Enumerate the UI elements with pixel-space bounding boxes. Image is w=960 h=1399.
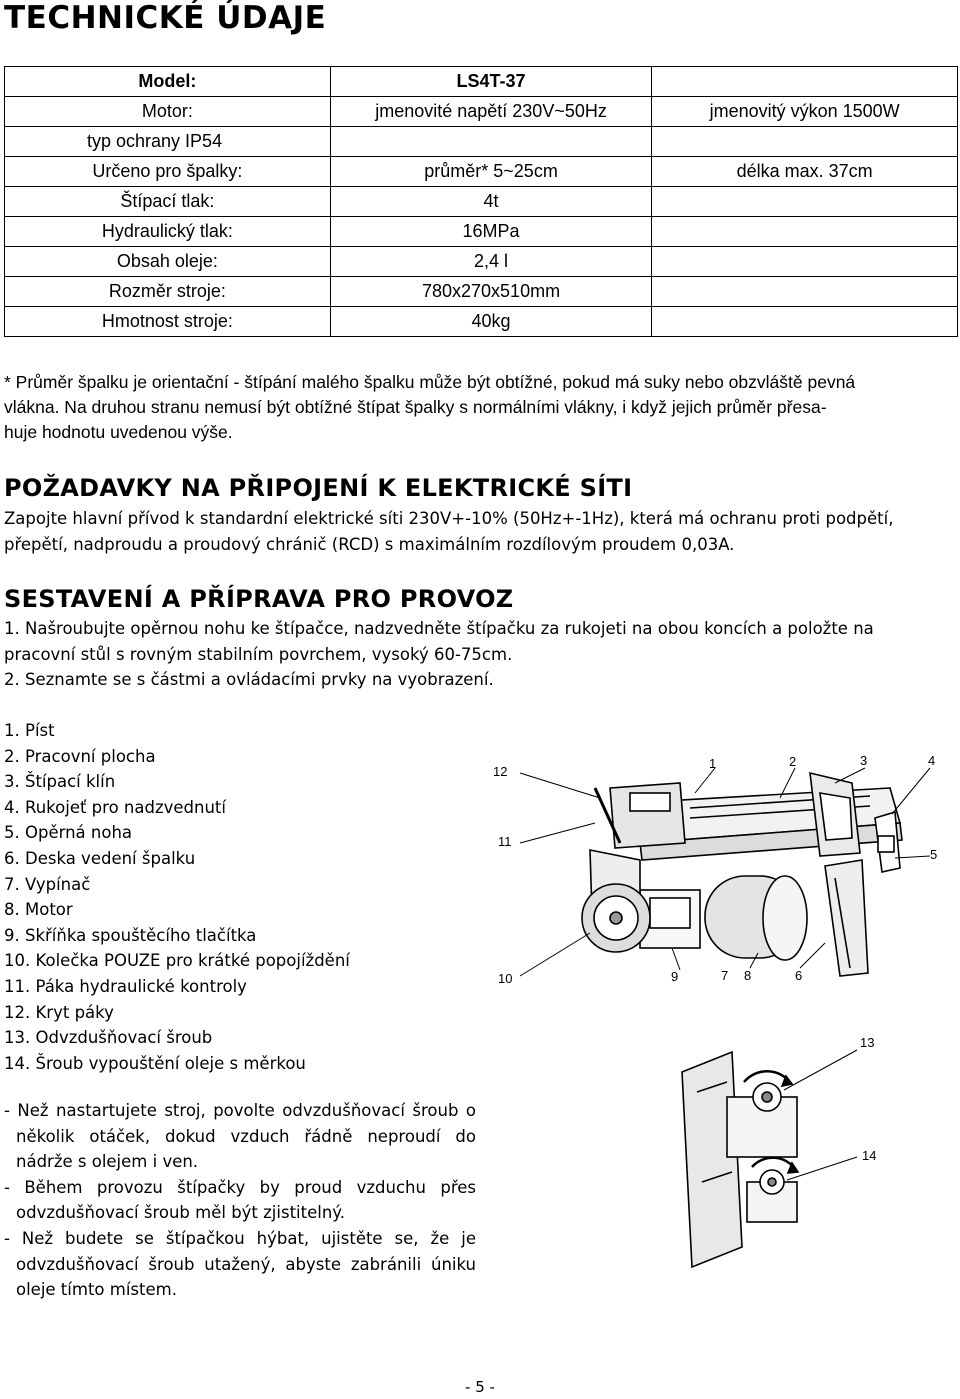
callout-label: 5 — [930, 847, 938, 862]
spec-value: 40kg — [330, 307, 652, 337]
list-item: 3. Štípací klín — [4, 772, 116, 792]
list-item: 4. Rukojeť pro nadzvednutí — [4, 797, 226, 817]
spec-value: průměr* 5~25cm — [330, 157, 652, 187]
text-line: 1. Našroubujte opěrnou nohu ke štípačce, nadzvedněte štípačku za rukojeti na obou koncích a položte na — [4, 619, 874, 638]
list-item: 10. Kolečka POUZE pro krátké popojíždění — [4, 951, 350, 971]
bleed-screw-detail-diagram — [672, 1032, 892, 1272]
page-number: - 5 - — [465, 1378, 495, 1396]
callout-label: 12 — [493, 764, 508, 779]
spec-value: jmenovitý výkon 1500W — [652, 97, 958, 127]
text-line: přepětí, nadproudu a proudový chránič (RCD) s maximálním rozdílovým proudem 0,03A. — [4, 534, 735, 554]
table-row — [5, 247, 958, 277]
spec-label: Určeno pro špalky: — [5, 157, 331, 187]
spec-value: 16MPa — [330, 217, 652, 247]
callout-label: 7 — [721, 968, 729, 983]
text-line: 2. Seznamte se s částmi a ovládacími prvky na vyobrazení. — [4, 670, 494, 689]
parts-list — [4, 718, 350, 1076]
callout-label: 2 — [789, 754, 797, 769]
log-splitter-diagram — [490, 748, 950, 998]
callout-label: 6 — [795, 968, 803, 983]
callout-label: 14 — [862, 1148, 877, 1163]
spec-value: 780x270x510mm — [330, 277, 652, 307]
list-item: 1. Píst — [4, 721, 55, 740]
list-item: 5. Opěrná noha — [4, 823, 133, 843]
list-item: 13. Odvzdušňovací šroub — [4, 1028, 213, 1048]
spec-label: typ ochrany IP54 — [5, 127, 331, 157]
table-row — [5, 217, 958, 247]
callout-label: 1 — [709, 756, 717, 771]
list-item: 11. Páka hydraulické kontroly — [4, 976, 247, 996]
spec-value: délka max. 37cm — [652, 157, 958, 187]
text-line: Zapojte hlavní přívod k standardní elektrické síti 230V+-10% (50Hz+-1Hz), která má ochranu proti podpětí, — [4, 509, 894, 528]
callout-label: 9 — [671, 969, 679, 984]
table-row — [5, 97, 958, 127]
section-body-assembly — [4, 616, 960, 693]
list-item: 8. Motor — [4, 900, 73, 920]
spec-value: 4t — [330, 187, 652, 217]
spec-label: Model: — [5, 67, 331, 97]
section-heading-power: POŽADAVKY NA PŘIPOJENÍ K ELEKTRICKÉ SÍTI — [4, 474, 633, 502]
footnote — [4, 370, 958, 445]
callout-label: 13 — [860, 1035, 875, 1050]
page-title: TECHNICKÉ ÚDAJE — [4, 0, 327, 36]
spec-label: Motor: — [5, 97, 331, 127]
spec-value: 2,4 l — [330, 247, 652, 277]
callout-label: 11 — [498, 834, 512, 849]
spec-label: Hydraulický tlak: — [5, 217, 331, 247]
table-row — [5, 277, 958, 307]
footnote-line: * Průměr špalku je orientační - štípání malého špalku může být obtížné, pokud má suky nebo obzvláště pevná — [4, 372, 856, 392]
spec-label: Obsah oleje: — [5, 247, 331, 277]
list-item: - Během provozu štípačky by proud vzduchu přes odvzdušňovací šroub měl být zjistitelný. — [4, 1177, 476, 1223]
footnote-line: huje hodnotu uvedenou výše. — [4, 422, 233, 442]
list-item: - Než budete se štípačkou hýbat, ujistěte se, že je odvzdušňovací šroub utažený, abyste zabránili úniku oleje tímto místem. — [4, 1228, 476, 1300]
callout-label: 4 — [928, 753, 936, 768]
table-row — [5, 127, 958, 157]
list-item: 12. Kryt páky — [4, 1002, 114, 1022]
spec-value: LS4T-37 — [330, 67, 652, 97]
list-item: - Než nastartujete stroj, povolte odvzdušňovací šroub o několik otáček, dokud vzduch řádně neproudí do nádrže s olejem i ven. — [4, 1101, 476, 1172]
list-item: 6. Deska vedení špalku — [4, 848, 196, 868]
spec-table — [4, 66, 958, 337]
footnote-line: vlákna. Na druhou stranu nemusí být obtížné štípat špalky s normálními vlákny, i když jejich průměr přesa- — [4, 397, 827, 417]
list-item: 14. Šroub vypouštění oleje s měrkou — [4, 1053, 306, 1073]
table-row — [5, 157, 958, 187]
callout-label: 8 — [744, 968, 752, 983]
section-body-power — [4, 506, 960, 557]
list-item: 2. Pracovní plocha — [4, 746, 156, 766]
callout-label: 3 — [860, 753, 868, 768]
callout-label: 10 — [498, 971, 513, 986]
table-row — [5, 67, 958, 97]
spec-label: Rozměr stroje: — [5, 277, 331, 307]
table-row — [5, 307, 958, 337]
list-item: 7. Vypínač — [4, 874, 91, 894]
notes-list — [4, 1098, 476, 1303]
spec-label: Hmotnost stroje: — [5, 307, 331, 337]
spec-value: jmenovité napětí 230V~50Hz — [330, 97, 652, 127]
spec-label: Štípací tlak: — [5, 187, 331, 217]
text-line: pracovní stůl s rovným stabilním povrchem, vysoký 60-75cm. — [4, 644, 513, 664]
section-heading-assembly: SESTAVENÍ A PŘÍPRAVA PRO PROVOZ — [4, 585, 514, 613]
list-item: 9. Skříňka spouštěcího tlačítka — [4, 925, 257, 945]
table-row — [5, 187, 958, 217]
